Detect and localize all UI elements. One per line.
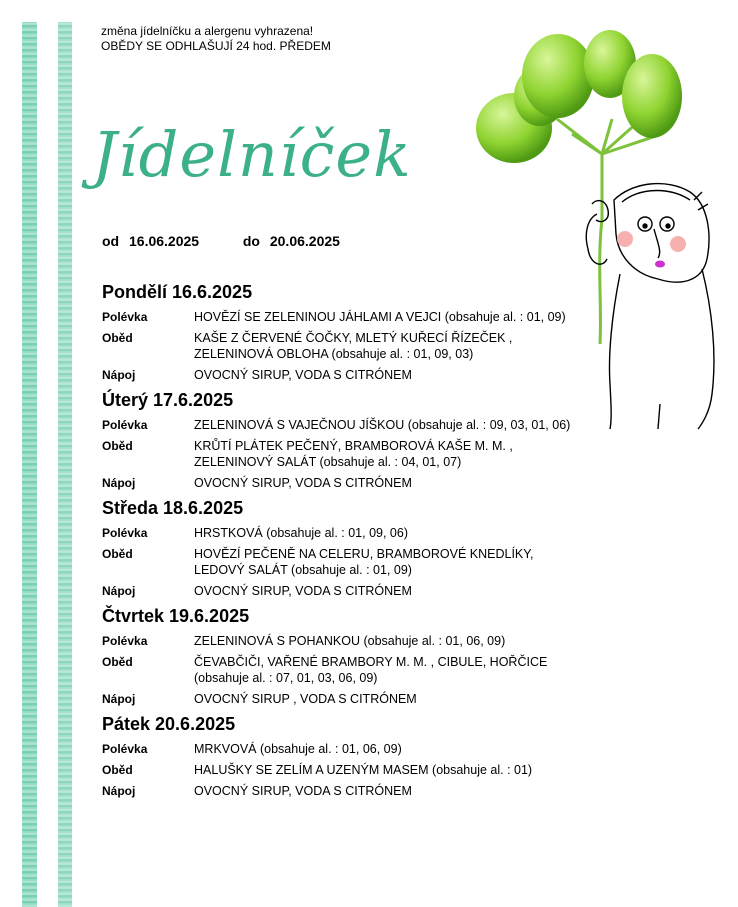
- main-row: [102, 438, 582, 470]
- day-title: Pondělí 16.6.2025: [102, 282, 253, 302]
- grapes-icon: [476, 30, 682, 163]
- from-date: 16.06.2025: [129, 233, 200, 249]
- soup-value: HRSTKOVÁ (obsahuje al. : 01, 09, 06): [194, 526, 408, 540]
- main-value: HOVĚZÍ PEČENĚ NA CELERU, BRAMBOROVÉ KNEDLÍKY, LEDOVÝ SALÁT (obsahuje al. : 01, 09): [194, 547, 534, 577]
- soup-value: ZELENINOVÁ S VAJEČNOU JÍŠKOU (obsahuje al. : 09, 03, 01, 06): [194, 418, 571, 432]
- drink-value: OVOCNÝ SIRUP , VODA S CITRÓNEM: [194, 692, 417, 706]
- soup-row: [102, 633, 582, 649]
- main-row: [102, 762, 582, 778]
- soup-value: ZELENINOVÁ S POHANKOU (obsahuje al. : 01, 06, 09): [194, 634, 506, 648]
- day-block: [102, 714, 582, 799]
- soup-value: HOVĚZÍ SE ZELENINOU JÁHLAMI A VEJCI (obsahuje al. : 01, 09): [194, 310, 566, 324]
- drink-value: OVOCNÝ SIRUP, VODA S CITRÓNEM: [194, 476, 412, 490]
- soup-row: [102, 417, 582, 433]
- main-label: Oběd: [102, 655, 133, 669]
- day-title: Středa 18.6.2025: [102, 498, 244, 518]
- day-block: [102, 606, 582, 707]
- main-value: HALUŠKY SE ZELÍM A UZENÝM MASEM (obsahuje al. : 01): [194, 763, 533, 777]
- drink-value: OVOCNÝ SIRUP, VODA S CITRÓNEM: [194, 368, 412, 382]
- drink-label: Nápoj: [102, 368, 136, 382]
- main-value: KRŮTÍ PLÁTEK PEČENÝ, BRAMBOROVÁ KAŠE M. M. , ZELENINOVÝ SALÁT (obsahuje al. : 04, 01, 07): [194, 439, 513, 469]
- notice-line-2: OBĚDY SE ODHLAŠUJÍ 24 hod. PŘEDEM: [101, 39, 331, 53]
- drink-row: [102, 691, 582, 707]
- soup-row: [102, 741, 582, 757]
- drink-row: [102, 783, 582, 799]
- drink-label: Nápoj: [102, 476, 136, 490]
- day-block: [102, 282, 582, 383]
- soup-label: Polévka: [102, 310, 148, 324]
- day-block: [102, 498, 582, 599]
- from-label: od: [102, 233, 120, 249]
- main-label: Oběd: [102, 547, 133, 561]
- day-title: Pátek 20.6.2025: [102, 714, 236, 734]
- notice-line-1: změna jídelníčku a alergenu vyhrazena!: [101, 24, 314, 38]
- drink-label: Nápoj: [102, 692, 136, 706]
- page-title: Jídelníček: [92, 118, 412, 191]
- cartoon-figure-icon: [586, 184, 714, 429]
- green-ribbon-right: [58, 22, 72, 907]
- main-value: ČEVABČIČI, VAŘENÉ BRAMBORY M. M. , CIBULE, HOŘČICE (obsahuje al. : 07, 01, 03, 06, 09): [194, 655, 548, 685]
- date-range: [102, 233, 346, 249]
- soup-label: Polévka: [102, 418, 148, 432]
- weekly-menu: [102, 282, 582, 806]
- drink-label: Nápoj: [102, 784, 136, 798]
- soup-value: MRKVOVÁ (obsahuje al. : 01, 06, 09): [194, 742, 402, 756]
- drink-row: [102, 583, 582, 599]
- main-value: KAŠE Z ČERVENÉ ČOČKY, MLETÝ KUŘECÍ ŘÍZEČEK , ZELENINOVÁ OBLOHA (obsahuje al. : 01, 09, 03): [194, 331, 513, 361]
- main-row: [102, 546, 582, 578]
- drink-row: [102, 475, 582, 491]
- drink-label: Nápoj: [102, 584, 136, 598]
- drink-row: [102, 367, 582, 383]
- notice: [101, 24, 331, 54]
- green-ribbon-left: [22, 22, 37, 907]
- to-date: 20.06.2025: [269, 233, 340, 249]
- day-block: [102, 390, 582, 491]
- main-label: Oběd: [102, 331, 133, 345]
- to-label: do: [242, 233, 260, 249]
- soup-label: Polévka: [102, 526, 148, 540]
- main-label: Oběd: [102, 439, 133, 453]
- drink-value: OVOCNÝ SIRUP, VODA S CITRÓNEM: [194, 784, 412, 798]
- soup-row: [102, 309, 582, 325]
- day-title: Čtvrtek 19.6.2025: [102, 606, 250, 626]
- main-label: Oběd: [102, 763, 133, 777]
- soup-label: Polévka: [102, 742, 148, 756]
- soup-label: Polévka: [102, 634, 148, 648]
- drink-value: OVOCNÝ SIRUP, VODA S CITRÓNEM: [194, 584, 412, 598]
- main-row: [102, 654, 582, 686]
- soup-row: [102, 525, 582, 541]
- main-row: [102, 330, 582, 362]
- day-title: Úterý 17.6.2025: [102, 390, 234, 410]
